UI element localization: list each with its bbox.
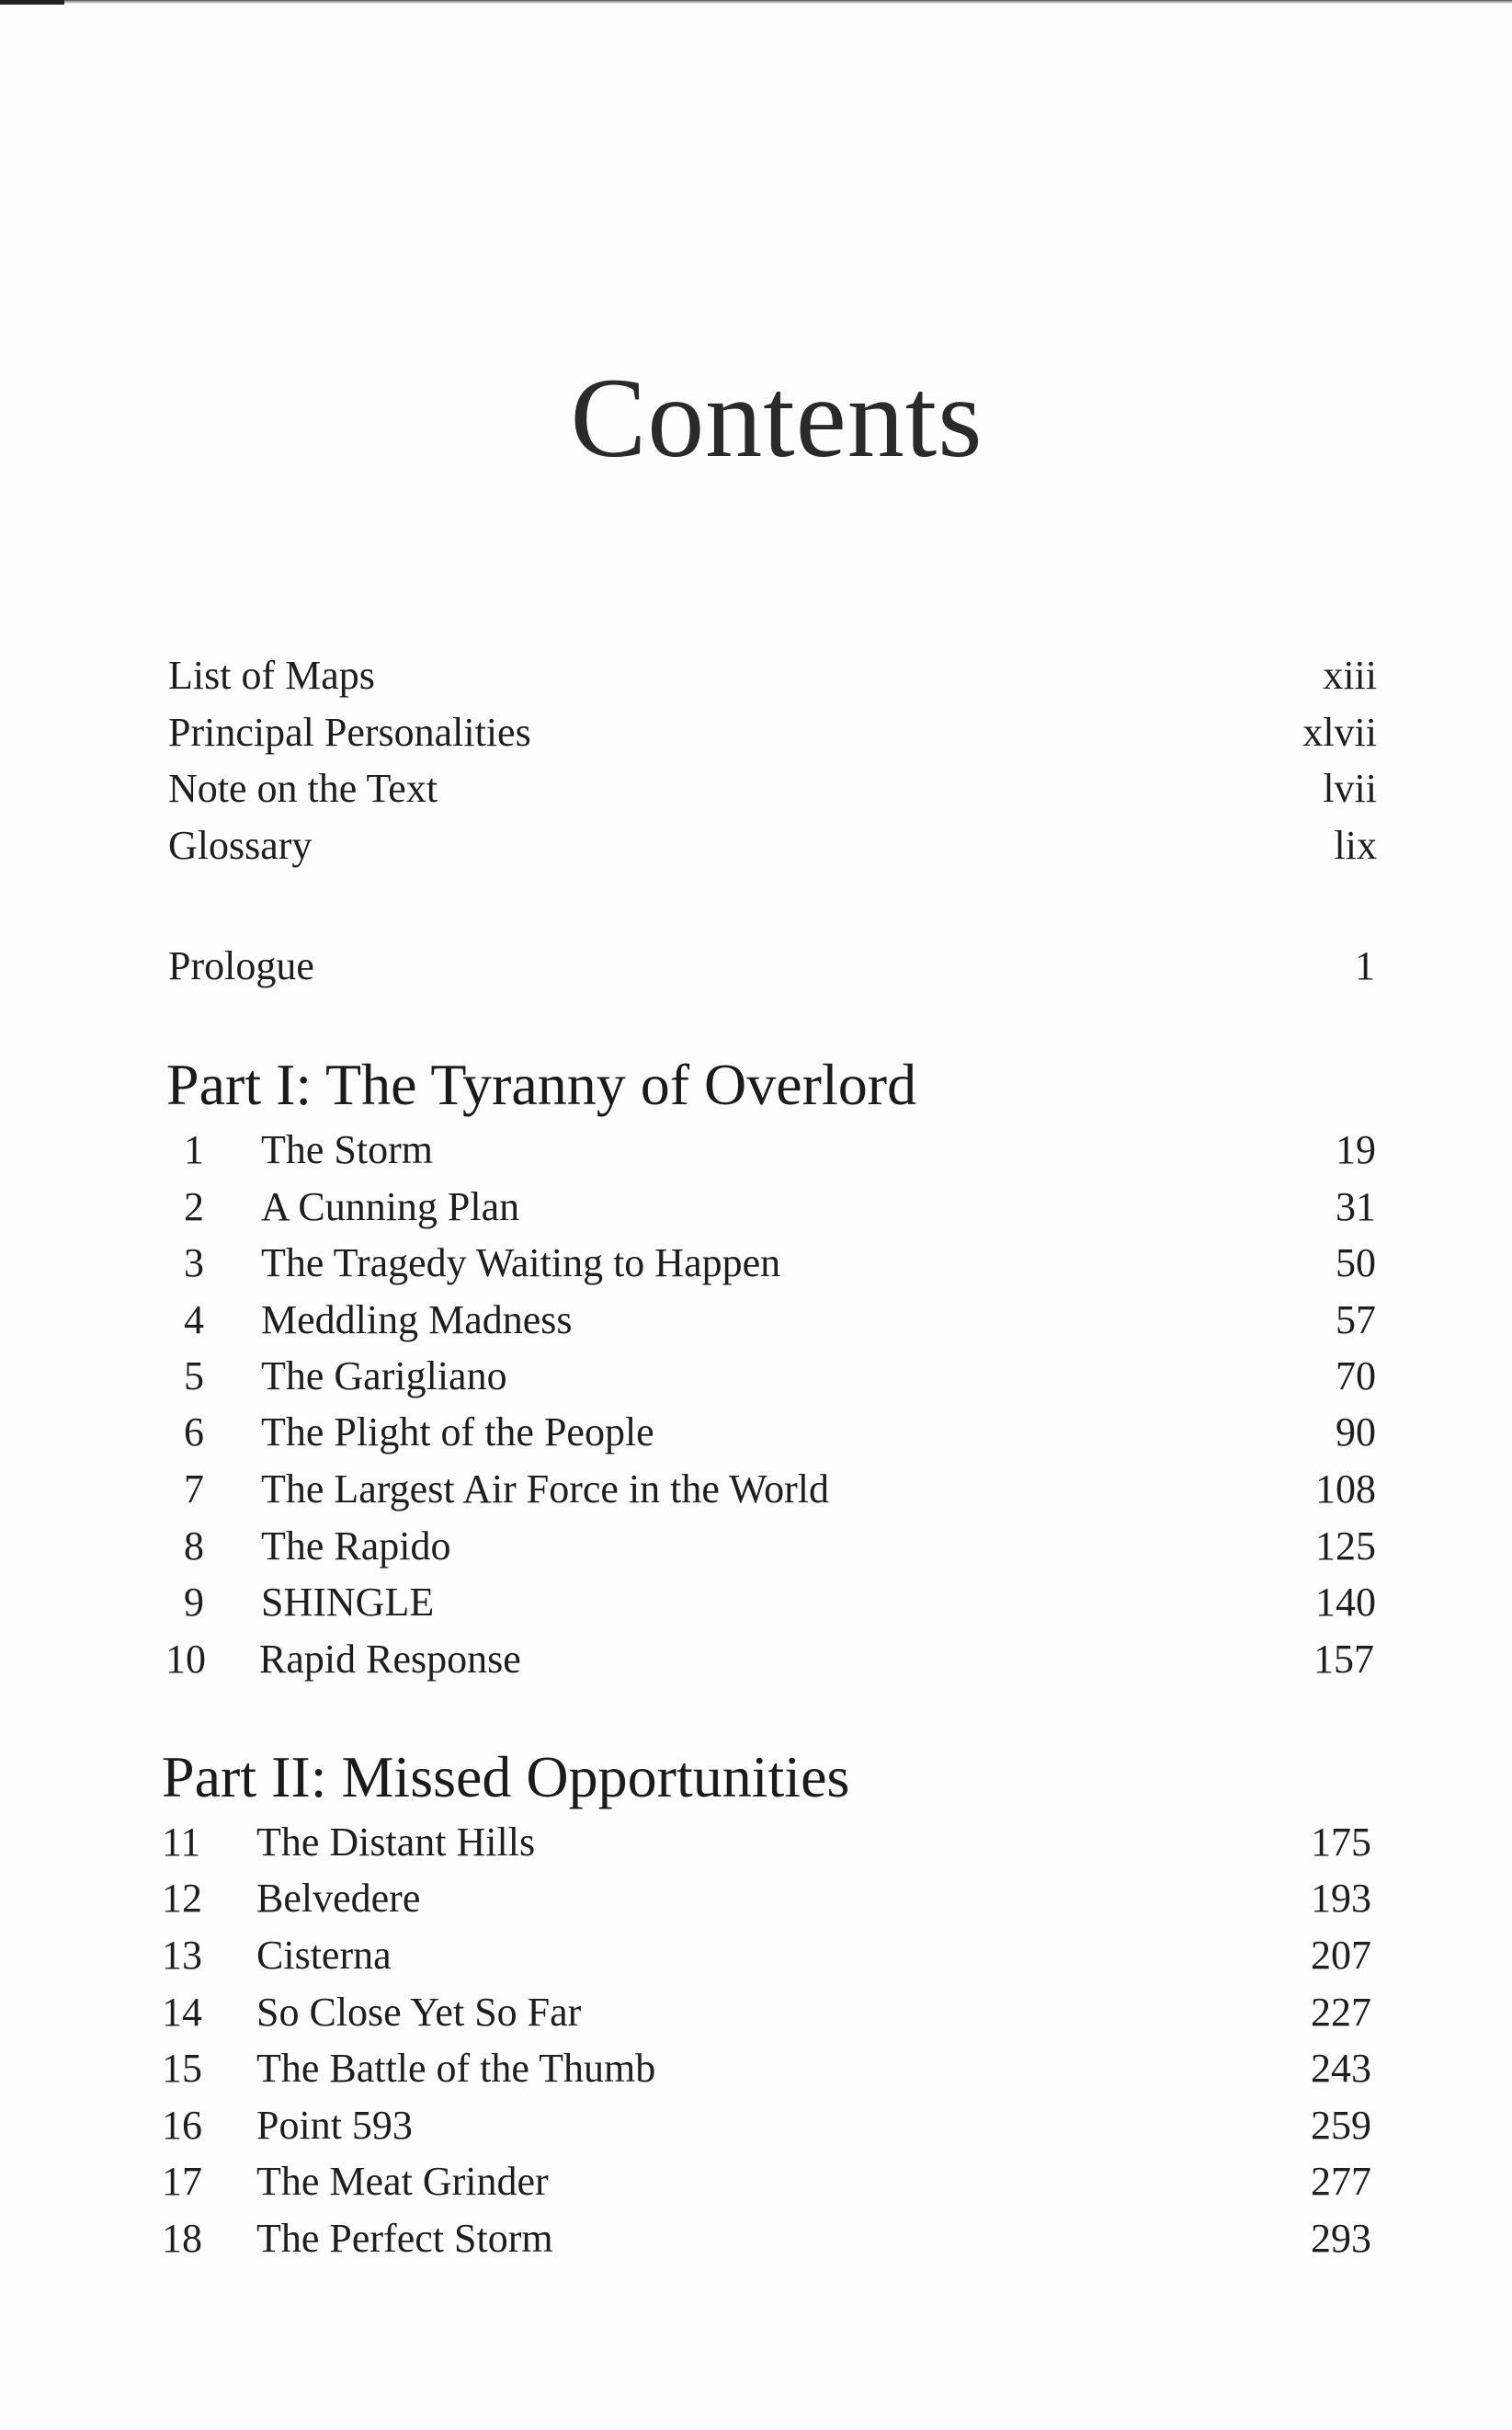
toc-entry-page: 1 [1355,943,1375,988]
toc-entry-page: xiii [1323,653,1377,698]
chapter-number: 5 [184,1353,204,1398]
toc-entry-prologue [168,941,1375,992]
toc-chapter [184,1181,1376,1233]
chapter-page: 19 [1336,1127,1376,1172]
toc-chapter [162,2100,1371,2151]
toc-chapter [162,2043,1371,2094]
scan-edge [0,0,1512,4]
chapter-page: 277 [1311,2159,1371,2204]
chapter-number: 14 [162,1990,202,2035]
chapter-page: 293 [1311,2216,1371,2261]
chapter-title: So Close Yet So Far [256,1990,582,2035]
toc-chapter [162,1873,1371,1924]
toc-entry-list-of-maps [168,650,1377,702]
toc-chapter [165,1634,1374,1685]
scan-edge-corner [0,0,64,5]
toc-chapter [184,1124,1376,1176]
chapter-title: Rapid Response [259,1637,521,1682]
chapter-title: The Garigliano [261,1353,507,1398]
chapter-number: 6 [184,1409,204,1455]
toc-chapter [184,1464,1376,1515]
toc-entry-glossary [168,820,1377,872]
toc-entry-note-on-the-text [168,763,1377,815]
chapter-page: 140 [1315,1580,1376,1625]
chapter-title: Belvedere [256,1876,421,1921]
chapter-number: 2 [184,1184,204,1229]
chapter-page: 31 [1336,1184,1376,1229]
chapter-page: 193 [1311,1876,1371,1921]
chapter-number: 16 [162,2103,202,2148]
chapter-page: 243 [1311,2046,1371,2091]
chapter-number: 8 [184,1523,204,1569]
toc-chapter [184,1407,1376,1458]
chapter-number: 4 [184,1297,204,1342]
chapter-title: The Perfect Storm [256,2216,553,2261]
toc-chapter [162,1817,1371,1868]
toc-entry-label: List of Maps [168,653,375,698]
chapter-number: 10 [165,1637,206,1682]
chapter-page: 227 [1311,1990,1371,2035]
toc-entry-label: Principal Personalities [168,710,531,755]
chapter-title: The Rapido [261,1523,451,1569]
toc-chapter [184,1238,1376,1289]
toc-entry-label: Prologue [168,943,314,988]
toc-entry-principal-personalities [168,707,1377,759]
chapter-page: 157 [1313,1637,1374,1682]
page-title: Contents [570,355,983,481]
chapter-page: 50 [1336,1240,1376,1285]
chapter-title: A Cunning Plan [261,1184,520,1229]
chapter-title: The Battle of the Thumb [256,2046,656,2091]
chapter-number: 1 [184,1127,204,1172]
chapter-number: 15 [162,2046,202,2091]
chapter-page: 70 [1336,1353,1376,1398]
chapter-number: 11 [162,1820,201,1865]
chapter-number: 9 [184,1580,204,1625]
chapter-page: 259 [1311,2103,1371,2148]
toc-chapter [162,2156,1371,2208]
chapter-title: Point 593 [256,2103,413,2148]
toc-entry-label: Glossary [168,823,313,868]
chapter-title: The Tragedy Waiting to Happen [261,1240,781,1285]
part-heading: Part II: Missed Opportunities [162,1744,850,1809]
chapter-title: Meddling Madness [261,1297,573,1342]
toc-chapter [184,1577,1376,1628]
toc-entry-page: lix [1334,823,1377,868]
chapter-title: The Distant Hills [256,1820,536,1865]
toc-chapter [184,1521,1376,1572]
part-heading: Part I: The Tyranny of Overlord [166,1052,917,1117]
chapter-title: Cisterna [256,1933,392,1978]
chapter-title: The Meat Grinder [256,2159,549,2204]
toc-entry-page: lvii [1323,766,1377,811]
chapter-number: 13 [162,1933,202,1978]
chapter-title: The Largest Air Force in the World [261,1466,830,1512]
chapter-number: 17 [162,2159,202,2204]
chapter-page: 207 [1311,1933,1371,1978]
toc-chapter [162,1987,1371,2038]
toc-chapter [162,2213,1371,2265]
toc-chapter [184,1295,1376,1346]
chapter-page: 90 [1336,1409,1376,1455]
chapter-number: 12 [162,1876,202,1921]
chapter-page: 57 [1336,1297,1376,1342]
toc-entry-label: Note on the Text [168,766,438,811]
chapter-page: 108 [1315,1466,1376,1512]
chapter-number: 18 [162,2216,202,2261]
chapter-title: The Plight of the People [261,1409,654,1455]
chapter-number: 7 [184,1466,204,1512]
toc-entry-page: xlvii [1302,710,1377,755]
chapter-title: SHINGLE [261,1580,435,1625]
toc-chapter [184,1351,1376,1402]
toc-chapter [162,1930,1371,1981]
chapter-page: 175 [1311,1820,1371,1865]
chapter-number: 3 [184,1240,204,1285]
chapter-page: 125 [1315,1523,1376,1569]
chapter-title: The Storm [261,1127,433,1172]
